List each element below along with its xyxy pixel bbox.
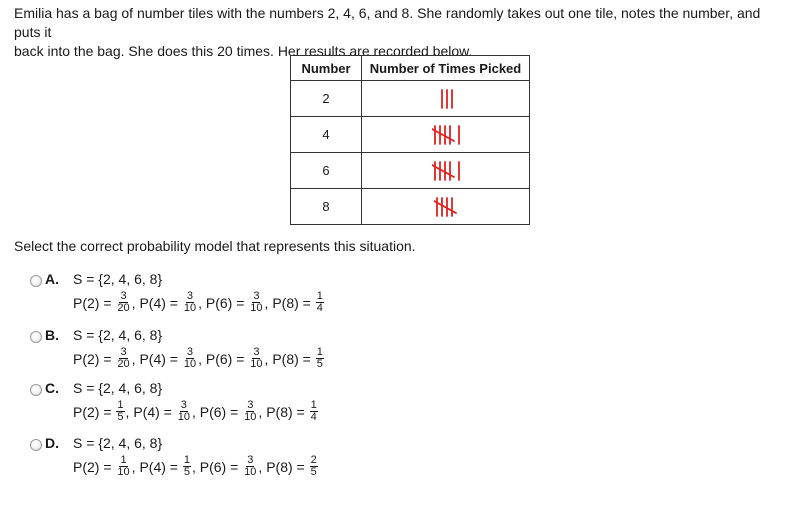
table-row <box>291 117 530 153</box>
problem-line-1: Emilia has a bag of number tiles with the numbers 2, 4, 6, and 8. She randomly takes out one tile, notes the number, and puts it <box>14 5 761 40</box>
question-prompt: Select the correct probability model that represents this situation. <box>14 238 416 254</box>
sample-space: S = {2, 4, 6, 8} <box>73 435 163 451</box>
separator: , <box>258 403 267 420</box>
denominator: 5 <box>310 466 317 478</box>
row-number: 2 <box>291 81 362 117</box>
probability-entry <box>200 400 259 423</box>
table-row <box>291 81 530 117</box>
row-number: 8 <box>291 189 362 225</box>
table-row <box>291 153 530 189</box>
probability-label: P(2) = <box>73 294 116 311</box>
fraction <box>183 291 197 314</box>
header-times-picked: Number of Times Picked <box>362 56 530 81</box>
probability-label: P(6) = <box>199 458 243 475</box>
radio-option-d[interactable] <box>30 439 42 451</box>
fraction <box>243 400 257 423</box>
separator: , <box>264 350 273 367</box>
radio-option-b[interactable] <box>30 331 42 343</box>
tally-marks-icon <box>432 159 460 183</box>
probability-entry <box>73 455 132 478</box>
numerator: 3 <box>180 399 187 411</box>
problem-statement <box>14 4 790 61</box>
denominator: 10 <box>244 411 257 423</box>
separator: , <box>131 458 140 475</box>
separator: , <box>258 458 267 475</box>
separator: , <box>264 294 273 311</box>
row-tally-cell <box>362 153 530 189</box>
numerator: 3 <box>247 454 254 466</box>
separator: , <box>198 350 206 367</box>
fraction <box>316 347 324 370</box>
numerator: 3 <box>120 346 127 358</box>
probability-label: P(8) = <box>272 294 315 311</box>
denominator: 10 <box>183 358 197 370</box>
fraction <box>243 455 257 478</box>
option-letter: C. <box>45 380 59 396</box>
numerator: 3 <box>253 290 260 302</box>
row-tally-cell <box>362 81 530 117</box>
numerator: 3 <box>186 290 194 302</box>
denominator: 5 <box>183 466 190 478</box>
probability-label: P(4) = <box>133 403 176 420</box>
probability-entry <box>200 455 259 478</box>
numerator: 3 <box>120 290 127 302</box>
denominator: 20 <box>117 302 130 314</box>
probability-label: P(8) = <box>266 458 309 475</box>
option-b[interactable] <box>28 327 388 377</box>
fraction <box>310 400 318 423</box>
probability-label: P(2) = <box>73 350 116 367</box>
probability-label: P(4) = <box>139 458 182 475</box>
probability-label: P(2) = <box>73 458 116 475</box>
header-number: Number <box>291 56 362 81</box>
probability-entry <box>272 291 325 314</box>
fraction <box>316 291 324 314</box>
fraction <box>249 291 263 314</box>
option-d[interactable] <box>28 435 388 485</box>
denominator: 4 <box>316 302 323 314</box>
option-letter: B. <box>45 327 59 343</box>
sample-space: S = {2, 4, 6, 8} <box>73 271 163 287</box>
denominator: 10 <box>244 466 257 478</box>
probability-entry <box>73 347 132 370</box>
table-header-row <box>291 56 530 81</box>
denominator: 10 <box>250 302 263 314</box>
probability-list <box>73 347 325 370</box>
probability-label: P(8) = <box>272 350 315 367</box>
probability-entry <box>73 291 132 314</box>
separator: , <box>198 294 206 311</box>
numerator: 3 <box>247 399 254 411</box>
probability-entry <box>139 347 198 370</box>
numerator: 1 <box>316 346 323 358</box>
probability-label: P(4) = <box>139 294 182 311</box>
numerator: 3 <box>253 346 260 358</box>
denominator: 10 <box>177 411 190 423</box>
separator: , <box>131 294 140 311</box>
problem-line-2: back into the bag. She does this 20 times. Her results are recorded below. <box>14 43 473 59</box>
probability-label: P(6) = <box>199 403 243 420</box>
probability-entry <box>272 347 325 370</box>
probability-entry <box>206 291 265 314</box>
separator: , <box>191 458 200 475</box>
fraction <box>116 347 130 370</box>
fraction <box>183 455 191 478</box>
numerator: 1 <box>183 454 190 466</box>
denominator: 10 <box>117 466 130 478</box>
probability-entry <box>139 455 192 478</box>
separator: , <box>191 403 200 420</box>
fraction <box>116 400 124 423</box>
probability-entry <box>266 455 319 478</box>
radio-option-c[interactable] <box>30 384 42 396</box>
probability-entry <box>133 400 192 423</box>
numerator: 1 <box>117 399 124 411</box>
separator: , <box>125 403 134 420</box>
fraction <box>177 400 191 423</box>
tally-marks-icon <box>432 123 460 147</box>
numerator: 3 <box>186 346 194 358</box>
sample-space: S = {2, 4, 6, 8} <box>73 327 163 343</box>
numerator: 1 <box>316 290 323 302</box>
sample-space: S = {2, 4, 6, 8} <box>73 380 163 396</box>
option-a[interactable] <box>28 271 388 321</box>
row-tally-cell <box>362 117 530 153</box>
probability-list <box>73 291 325 314</box>
fraction <box>116 455 130 478</box>
denominator: 20 <box>117 358 130 370</box>
tally-table <box>290 55 530 225</box>
table-row <box>291 189 530 225</box>
numerator: 2 <box>310 454 317 466</box>
numerator: 1 <box>120 454 127 466</box>
probability-list <box>73 455 319 478</box>
denominator: 5 <box>117 411 124 423</box>
radio-option-a[interactable] <box>30 275 42 287</box>
fraction <box>310 455 318 478</box>
numerator: 1 <box>310 399 317 411</box>
denominator: 10 <box>250 358 263 370</box>
probability-label: P(6) = <box>205 294 249 311</box>
probability-label: P(2) = <box>73 403 116 420</box>
separator: , <box>131 350 140 367</box>
probability-label: P(8) = <box>266 403 309 420</box>
row-number: 4 <box>291 117 362 153</box>
option-c[interactable] <box>28 380 388 430</box>
probability-entry <box>266 400 319 423</box>
option-letter: D. <box>45 435 59 451</box>
denominator: 10 <box>183 302 197 314</box>
probability-list <box>73 400 319 423</box>
option-letter: A. <box>45 271 59 287</box>
tally-marks-icon <box>439 87 453 111</box>
fraction <box>183 347 197 370</box>
row-number: 6 <box>291 153 362 189</box>
fraction <box>249 347 263 370</box>
denominator: 5 <box>316 358 323 370</box>
probability-entry <box>206 347 265 370</box>
denominator: 4 <box>310 411 317 423</box>
fraction <box>116 291 130 314</box>
tally-marks-icon <box>434 195 457 219</box>
probability-entry <box>73 400 126 423</box>
probability-label: P(4) = <box>139 350 182 367</box>
probability-label: P(6) = <box>205 350 249 367</box>
probability-entry <box>139 291 198 314</box>
row-tally-cell <box>362 189 530 225</box>
